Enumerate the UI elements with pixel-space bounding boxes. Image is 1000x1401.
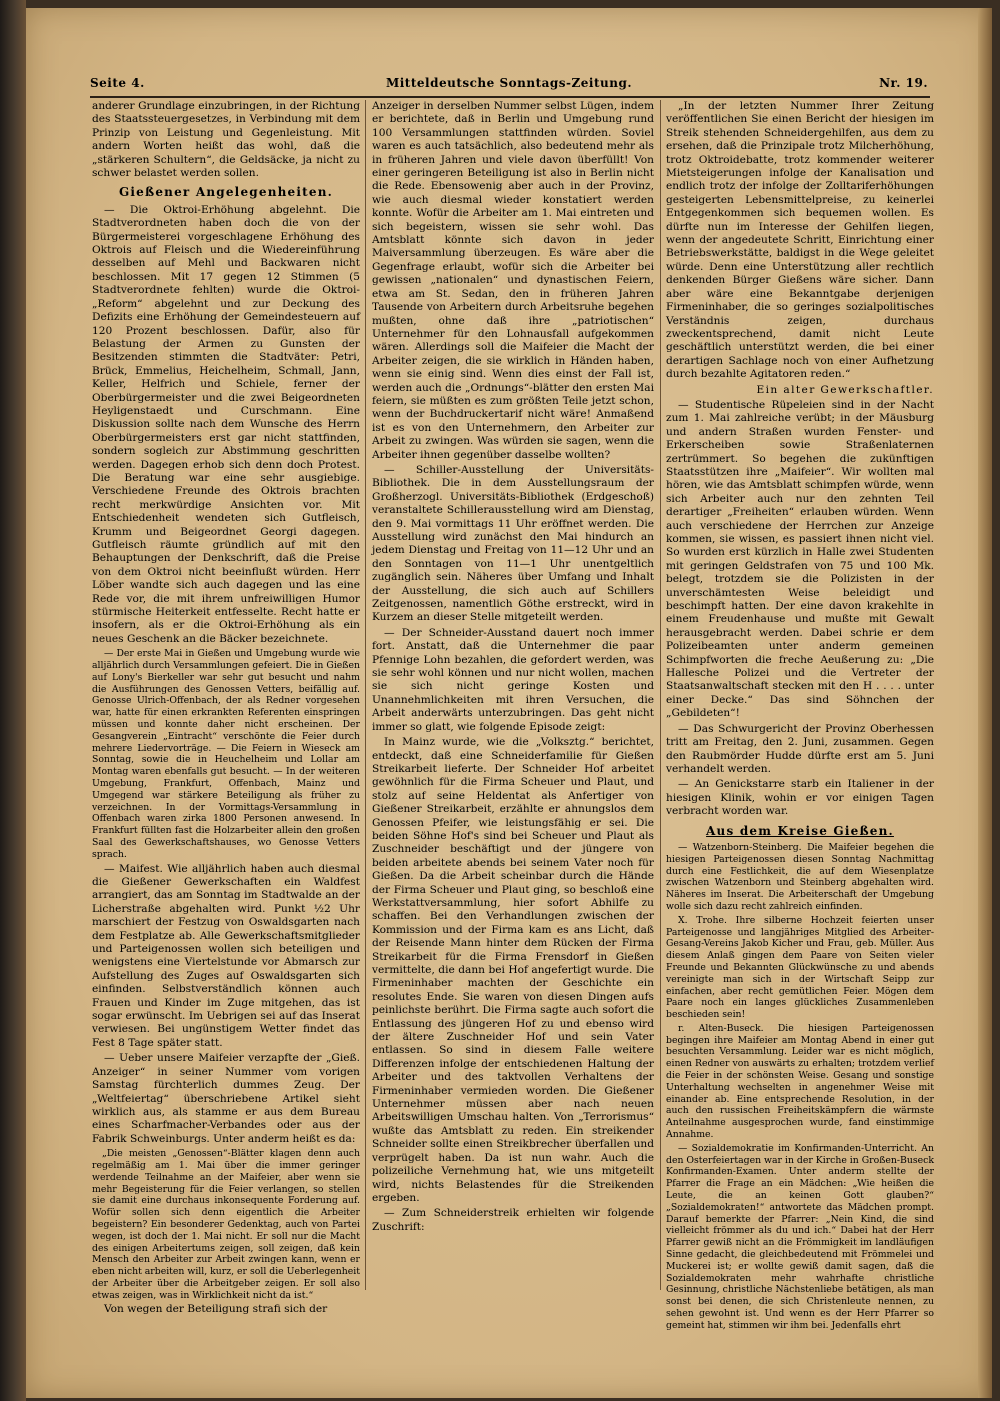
page-number: Seite 4. xyxy=(90,76,145,90)
page-edge xyxy=(978,8,992,1398)
paragraph: — Das Schwurgericht der Provinz Oberhessen tritt am Freitag, den 2. Juni, zusammen. Gegen den Raubmörder Hudde dürfte erst am 5. Juni verhandelt werden. xyxy=(666,722,934,775)
paragraph: — Watzenborn-Steinberg. Die Maifeier begehen die hiesigen Parteigenossen diesen Sonntag Nachmittag durch eine Festlichkeit, die auf dem Wiesenplatze zwischen Watzenborn und Steinberg abgehalten wird. Näheres im Inserat. Die Arbeiterschaft der Umgebung wolle sich dazu recht zahlreich einfinden. xyxy=(666,841,934,912)
section-heading: Aus dem Kreise Gießen. xyxy=(706,823,894,838)
paragraph: r. Alten-Buseck. Die hiesigen Parteigenossen begingen ihre Maifeier am Montag Abend in einer gut besuchten Versammlung. Leider war es nicht möglich, einen Redner von auswärts zu erhalten; trotzdem verlief die Feier in der schönsten Weise. Gesang und sonstige Unterhaltung wechselten in angenehmer Weise mit einander ab. Eine entsprechende Resolution, in der auch den russischen Freiheitskämpfern die wärmste Anteilnahme ausgesprochen wurde, fand einstimmige Annahme. xyxy=(666,1022,934,1141)
paragraph: — Die Oktroi-Erhöhung abgelehnt. Die Stadtverordneten haben doch die von der Bürgermeisterei vorgeschlagene Erhöhung des Oktrois auf Fleisch und die Wiedereinführung desselben auf Mehl und Backwaren nicht beschlossen. Mit 17 gegen 12 Stimmen (5 Stadtverordnete fehlten) wurde die Oktroi-„Reform“ abgelehnt und zur Deckung des Defizits eine Erhöhung der Gemeindesteuern auf 120 Prozent beschlossen. Dafür, also für Belastung der Armen zu Gunsten der Besitzenden stimmten die Stadtväter: Petri, Brück, Emmelius, Heichelheim, Schmall, Jann, Keller, Helfrich und Schiele, ferner der Oberbürgermeister und die zwei Beigeordneten Heyligenstaedt und Curschmann. Eine Diskussion sollte nach dem Wunsche des Herrn Oberbürgermeisters erst gar nicht stattfinden, sondern sogleich zur Abstimmung geschritten werden. Dagegen erhob sich denn doch Protest. Die Beratung war eine sehr ausgiebige. Verschiedene Freunde des Oktrois brachten recht merkwürdige Ansichten vor. Mit Entschiedenheit wendeten sich Gutfleisch, Krumm und Beigeordnet Georgi dagegen. Gutfleisch räumte gründlich auf mit den Behauptungen der Denkschrift, daß die Preise von dem Oktroi nicht beeinflußt würden. Herr Löber wandte sich auch dagegen und las eine Rede vor, die mit ihrem unfreiwilligen Humor stürmische Heiterkeit entfesselte. Recht hatte er insofern, als er die Oktroi-Erhöhung als ein neues Geschenk an die Bäcker bezeichnete. xyxy=(92,203,360,645)
section-heading: Gießener Angelegenheiten. xyxy=(118,185,334,200)
paragraph: In Mainz wurde, wie die „Volksztg.“ berichtet, entdeckt, daß eine Schneiderfamilie für Gießen Streikarbeit lieferte. Der Schneider Hof arbeitet gewöhnlich für die Firma Scheuer und Plaut, und stolz auf seine Heldentat als Anfertiger von Gießener Streikarbeit, erzählte er ahnungslos dem Genossen Pfeifer, wie leistungsfähig er sei. Die beiden Söhne Hof's sind bei Scheuer und Plaut als Zuschneider beschäftigt und der jüngere von beiden arbeitete abends bei seinem Vater noch für Gießen. Da die Arbeit scheinbar durch die Hände der Firma Scheuer und Plaut ging, so beschloß eine Werkstattversammlung, hier sofort Abhilfe zu schaffen. Bei den Verhandlungen zwischen der Kommission und der Firma kam es ans Licht, daß der Reisende Mann hinter dem Rücken der Firma Streikarbeit für die Firma Frensdorf in Gießen vermittelte, die dann bei Hof angefertigt wurde. Die Firmeninhaber machten der Geschichte ein resolutes Ende. Sie waren von diesen Dingen aufs peinlichste berührt. Die Firma sagte auch sofort die Entlassung des jüngeren Hof zu und ebenso wird der ältere Zuschneider Hof und sein Vater entlassen. So sind in diesem Falle weitere Differenzen infolge der entschiedenen Haltung der Arbeiter und des taktvollen Verhaltens der Firmeninhaber vermieden worden. Die Gießener Unternehmer müssen aber nach neuen Arbeitswilligen Umschau halten. Von „Terrorismus“ wußte das Amtsblatt zu reden. Ein streikender Schneider sollte einen Streikbrecher überfallen und verprügelt haben. Da ist nun wahr. Auch die polizeiliche Vernehmung hat, wie uns mitgeteilt wird, nichts Belastendes für die Streikenden ergeben. xyxy=(372,736,654,1204)
page-header xyxy=(90,76,928,96)
column-1 xyxy=(92,100,360,1316)
column-2 xyxy=(372,100,654,1290)
paragraph: X. Trohe. Ihre silberne Hochzeit feierten unser Parteigenosse und langjähriges Mitglied des Arbeiter-Gesang-Vereins Jakob Kicher und Frau, geb. Müller. Aus diesem Anlaß gingen dem Paare von Seiten vieler Freunde und Bekannten Glückwünsche zu und abends vereinigte man sich in der Wirtschaft Seipp zur einfachen, aber recht gemütlichen Feier. Mögen dem Paare noch ein langes glückliches Zusammenleben beschieden sein! xyxy=(666,914,934,1021)
book-binding xyxy=(0,0,26,1401)
paragraph: Von wegen der Beteiligung strafi sich der xyxy=(104,1303,328,1316)
paragraph: — Der Schneider-Ausstand dauert noch immer fort. Anstatt, daß die Unternehmer die paar Pfennige Lohn bezahlen, die gefordert werden, was sie sehr wohl können und nur nicht wollen, machen sie sich nicht geringe Kosten und Unannehmlichkeiten mit ihren Versuchen, die Arbeit anderwärts unterzubringen. Das geht nicht immer so glatt, wie folgende Episode zeigt: xyxy=(372,626,654,733)
quote: „Die meisten „Genossen“-Blätter klagen denn auch regelmäßig am 1. Mai über die immer geringer werdende Teilnahme an der Maifeier, aber wenn sie mehr Begeisterung für die Feier verlangen, so stellen sie damit eine durchaus inkonsequente Forderung auf. Wofür sollen sich denn eigentlich die Arbeiter begeistern? Ein besonderer Gedenktag, auch von Partei wegen, ist doch der 1. Mai nicht. Er soll nur die Macht des einigen Arbeitertums zeigen, soll zeigen, daß kein Mensch den Arbeiter zur Arbeit zwingen kann, wenn er eben nicht arbeiten will, kurz, er soll die Ueberlegenheit der Arbeiter über die Arbeitgeber zeigen. Er soll also etwas zeigen, was in Wirklichkeit nicht da ist.“ xyxy=(92,1148,360,1301)
paragraph: „In der letzten Nummer Ihrer Zeitung veröffentlichen Sie einen Bericht der hiesigen im Streik stehenden Schneidergehilfen, aus dem zu ersehen, daß die Prinzipale trotz Milcherhöhung, trotz Oktroidebatte, trotz kommender weiterer Mietsteigerungen infolge der Kanalisation und endlich trotz der infolge der Zolltariferhöhungen gesteigerten Lebensmittelpreise, zu keinerlei Entgegenkommen sich bequemen wollen. Es dürfte nun im Interesse der Gehilfen liegen, wenn der angedeutete Schritt, Einrichtung einer Betriebswerkstätte, baldigst in die Wege geleitet würde. Denn eine Unterstützung aller rechtlich denkenden Bürger Gießens wäre sicher. Dann aber wäre eine Bekanntgabe derjenigen Firmeninhaber, die so geringes sozialpolitisches Verständnis zeigen, durchaus zweckentsprechend, damit nicht Leute geschäftlich unterstützt werden, die bei einer derartigen Sachlage noch von einer Aufhetzung durch bezahlte Agitatoren reden.“ xyxy=(666,100,934,381)
header-rule xyxy=(90,96,930,98)
signature: Ein alter Gewerkschaftler. xyxy=(756,383,934,396)
paragraph: anderer Grundlage einzubringen, in der Richtung des Staatssteuergesetzes, in Verbindung mit dem Prinzip von Leistung und Gegenleistung. Mit andern Worten heißt das wohl, daß die „stärkeren Schultern“, die Geldsäcke, ja nicht zu schwer belastet werden sollen. xyxy=(92,100,360,180)
column-divider xyxy=(660,100,661,1290)
paragraph: — Maifest. Wie alljährlich haben auch diesmal die Gießener Gewerkschaften ein Waldfest arrangiert, das am Sonntag im Stadtwalde an der Licherstraße abgehalten wird. Punkt ½2 Uhr marschiert der Festzug von Oswaldsgarten nach dem Festplatze ab. Alle Gewerkschaftsmitglieder und Parteigenossen wollen sich beteiligen und wenigstens eine Viertelstunde vor Abmarsch zur Aufstellung des Zuges auf Oswaldsgarten sich einfinden. Selbstverständlich können auch Frauen und Kinder im Zuge mitgehen, das ist sogar erwünscht. Im Uebrigen sei auf das Inserat verwiesen. Bei ungünstigem Wetter findet das Fest 8 Tage später statt. xyxy=(92,862,360,1049)
paragraph: — An Genickstarre starb ein Italiener in der hiesigen Klinik, wohin er vor einigen Tagen verbracht worden war. xyxy=(666,778,934,818)
paragraph: — Ueber unsere Maifeier verzapfte der „Gieß. Anzeiger“ in seiner Nummer vom vorigen Samstag fürchterlich dummes Zeug. Der „Weltfeiertag“ überschriebene Artikel sieht wirklich aus, als stamme er aus dem Bureau eines Scharfmacher-Verbandes oder aus der Fabrik Schweinburgs. Unter anderm heißt es da: xyxy=(92,1052,360,1145)
paragraph: Anzeiger in derselben Nummer selbst Lügen, indem er berichtete, daß in Berlin und Umgebung rund 100 Versammlungen stattfinden würden. Soviel waren es auch tatsächlich, also bedeutend mehr als in früheren Jahren und viele davon überfüllt! Von einer geringeren Beteiligung ist also in Berlin nicht die Rede. Ebensowenig aber auch in der Provinz, wie auch diesmal wieder konstatiert werden konnte. Wofür die Arbeiter am 1. Mai eintreten und sich begeistern, wissen sie sehr wohl. Das Amtsblatt könnte sich davon in jeder Maiversammlung überzeugen. Es wäre aber die Gegenfrage erlaubt, wofür sich die Arbeiter bei gewissen „nationalen“ und dynastischen Feiern, etwa am St. Sedan, den in früheren Jahren Tausende von Arbeitern durch Arbeitsruhe begehen mußten, ohne daß ihre „patriotischen“ Unternehmer für den Lohnausfall aufgekommen wären. Allerdings soll die Maifeier die Macht der Arbeiter zeigen, die sie wirklich in Händen haben, wenn sie einig sind. Wenn dies einst der Fall ist, werden auch die „Ordnungs“-blätter den ersten Mai feiern, sie müßten es zum größten Teile jetzt schon, wenn der Buchdruckertarif nicht wäre! Anmaßend ist es von den Unternehmern, den Arbeiter zur Arbeit zu zwingen. Was würden sie sagen, wenn die Arbeiter ihnen gegenüber dasselbe wollten? xyxy=(372,100,654,461)
column-divider xyxy=(365,100,366,1290)
paragraph: — Studentische Rüpeleien sind in der Nacht zum 1. Mai zahlreiche verübt; in der Mäusburg und andern Straßen wurden Fenster- und Erkerscheiben sowie Straßenlaternen zertrümmert. So begehen die zukünftigen Staatsstützen ihre „Maifeier“. Wir wollten mal hören, wie das Amtsblatt schimpfen würde, wenn sich Arbeiter auch nur den zehnten Teil derartiger „Freiheiten“ erlauben würden. Wenn auch verschiedene der Herrchen zur Anzeige kommen, sie wissen, es passiert ihnen nicht viel. So wurden erst kürzlich in Halle zwei Studenten mit geringen Geldstrafen von 75 und 100 Mk. belegt, trotzdem sie die Polizisten in der unverschämtesten Weise beleidigt und beschimpft hatten. Der eine davon krakehlte in einem Freudenhause und mußte mit Gewalt herausgebracht werden. Dabei schrie er dem Polizeibeamten unter anderm gemeinen Schimpfworten die freche Aeußerung zu: „Die Hallesche Polizei und die Vertreter der Staatsanwaltschaft stecken mit den H . . . . unter einer Decke.“ Das sind Söhnchen der „Gebildeten“! xyxy=(666,398,934,720)
column-3 xyxy=(666,100,934,1331)
paragraph: — Sozialdemokratie im Konfirmanden-Unterricht. An den Osterfeiertagen war in der Kirche in Großen-Buseck Konfirmanden-Examen. Unter anderm stellte der Pfarrer die Frage an ein Mädchen: „Wie heißen die Leute, die an keinen Gott glauben?“ „Sozialdemokraten!“ antwortete das Mädchen prompt. Darauf bemerkte der Pfarrer: „Nein Kind, die sind vielleicht frömmer als du und ich.“ Dabei hat der Herr Pfarrer gewiß nicht an die Frömmigkeit im landläufigen Sinne gedacht, die gleichbedeutend mit Frömmelei und Muckerei ist; er wollte gewiß damit sagen, daß die Sozialdemokraten mehr wahrhafte christliche Gesinnung, christliche Nächstenliebe betätigen, als man sonst bei denen, die sich Christenleute nennen, zu sehen gewohnt ist. Und wenn es der Herr Pfarrer so gemeint hat, stimmen wir ihm bei. Jedenfalls ehrt xyxy=(666,1142,934,1331)
paragraph: — Der erste Mai in Gießen und Umgebung wurde wie alljährlich durch Versammlungen gefeiert. Die in Gießen auf Lony's Bierkeller war sehr gut besucht und nahm die Ausführungen des Genossen Vetters, beifällig auf. Genosse Ulrich-Offenbach, der als Redner vorgesehen war, hatte für einen erkrankten Referenten einspringen müssen und konnte daher nicht erscheinen. Der Gesangverein „Eintracht“ verschönte die Feier durch mehrere Liedervorträge. — Die Feiern in Wieseck am Sonntag, sowie die in Heuchelheim und Lollar am Montag waren ebenfalls gut besucht. — In der weiteren Umgebung, Frankfurt, Offenbach, Mainz und Umgegend war stärkere Beteiligung als früher zu verzeichnen. In der Vormittags-Versammlung in Offenbach waren zirka 1800 Personen anwesend. In Frankfurt füllten fast die Holzarbeiter allein den großen Saal des Gewerkschaftshauses, wo Genosse Vetters sprach. xyxy=(92,648,360,860)
newspaper-title: Mitteldeutsche Sonntags-Zeitung. xyxy=(385,76,633,90)
paragraph: — Schiller-Ausstellung der Universitäts-Bibliothek. Die in dem Ausstellungsraum der Großherzogl. Universitäts-Bibliothek (Erdgeschoß) veranstaltete Schillerausstellung wird am Dienstag, den 9. Mai vormittags 11 Uhr eröffnet werden. Die Ausstellung wird zunächst den Mai hindurch an jedem Dienstag und Freitag von 11—12 Uhr und an den Sonntagen von 11—1 Uhr unentgeltlich zugänglich sein. Näheres über Umfang und Inhalt der Ausstellung, die sich auch auf Schillers Zeitgenossen, namentlich Göthe erstreckt, wird in Kurzem an dieser Stelle mitgeteilt werden. xyxy=(372,463,654,624)
issue-number: Nr. 19. xyxy=(879,76,928,90)
paragraph: — Zum Schneiderstreik erhielten wir folgende Zuschrift: xyxy=(372,1207,654,1233)
